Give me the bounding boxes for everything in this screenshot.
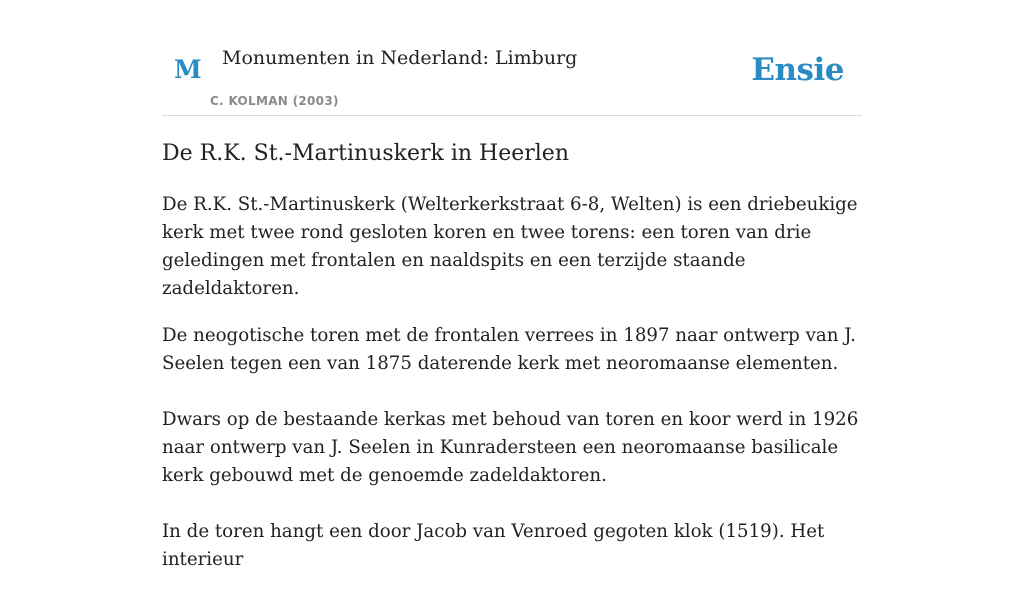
author-byline: C. KOLMAN (2003) — [210, 94, 339, 108]
book-title[interactable]: Monumenten in Nederland: Limburg — [222, 47, 578, 69]
article-paragraph: De neogotische toren met de frontalen verrees in 1897 naar ontwerp van J. Seelen tegen een van 1875 daterende kerk met neoromaanse elementen. — [162, 325, 856, 374]
article-heading: De R.K. St.-Martinuskerk in Heerlen — [162, 141, 569, 166]
article-paragraph: De R.K. St.-Martinuskerk (Welterkerkstraat 6-8, Welten) is een driebeukige kerk met twee rond gesloten koren en twee torens: een toren van drie geledingen met frontalen en naaldspits en een terzijde staande zadeldaktoren. — [162, 194, 858, 299]
header — [162, 0, 862, 116]
book-logo-icon[interactable]: M — [174, 55, 202, 84]
article — [162, 138, 862, 593]
ensie-logo[interactable]: Ensie — [751, 52, 844, 88]
article-paragraph: In de toren hangt een door Jacob van Venroed gegoten klok (1519). Het interieur — [162, 521, 825, 570]
article-paragraph: Dwars op de bestaande kerkas met behoud van toren en koor werd in 1926 naar ontwerp van J. Seelen in Kunradersteen een neoromaanse basilicale kerk gebouwd met de genoemde zadeldaktoren. — [162, 409, 859, 486]
